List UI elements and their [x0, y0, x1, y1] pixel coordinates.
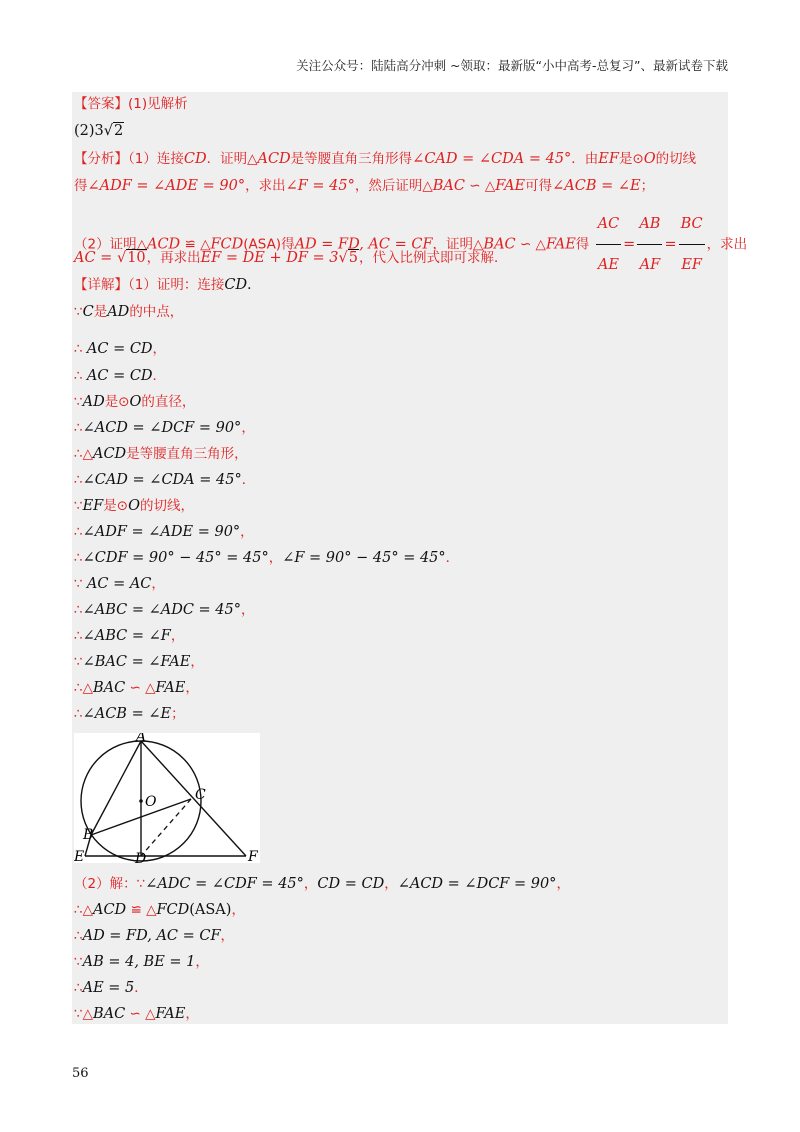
- analysis-line-4: AC = √10，再求出EF = DE + DF = 3√5，代入比例式即可求解．: [74, 250, 508, 266]
- analysis-label: 【分析】: [74, 151, 128, 167]
- answer-label: 【答案】: [74, 96, 128, 112]
- circle-tangent-diagram: [74, 733, 260, 863]
- label-o: O: [145, 794, 157, 810]
- analysis-line-2: 得∠ADF = ∠ADE = 90°，求出∠F = 45°，然后证明△BAC ∽ △FAE可得∠ACB = ∠E；: [74, 178, 655, 194]
- page-header: 关注公众号：陆陆高分冲刺 ~领取：最新版“小中高考-总复习”、最新试卷下载: [296, 58, 728, 73]
- detail-line-18: （2）解：∵∠ADC = ∠CDF = 45°，CD = CD，∠ACD = ∠DCF = 90°，: [74, 876, 570, 892]
- detail-line-16: ∴△BAC ∽ △FAE，: [74, 680, 199, 696]
- segment-ab: [91, 741, 141, 835]
- detail-line-5: ∵AD是⊙O的直径，: [74, 394, 196, 410]
- detail-line-13: ∴∠ABC = ∠ADC = 45°，: [74, 602, 255, 618]
- label-f: F: [248, 849, 258, 863]
- detail-line-9: ∵EF是⊙O的切线，: [74, 498, 194, 514]
- fraction-bc-ef: $\frac{BC}{EF}$: [679, 204, 705, 285]
- solution-content: [72, 92, 748, 1024]
- detail-line-17: ∴∠ACB = ∠E；: [74, 706, 185, 722]
- detail-line-14: ∴∠ABC = ∠F，: [74, 628, 185, 644]
- answer-line: 【答案】(1)见解析: [74, 96, 188, 112]
- detail-line-8: ∴∠CAD = ∠CDA = 45°．: [74, 472, 256, 488]
- detail-line-12: ∵ AC = AC，: [74, 576, 165, 592]
- detail-line-23: ∵△BAC ∽ △FAE，: [74, 1006, 199, 1022]
- label-b: B: [83, 827, 94, 843]
- detail-line-15: ∵∠BAC = ∠FAE，: [74, 654, 204, 670]
- answer-part2: (2)3√2: [74, 123, 124, 139]
- fraction-ab-af: $\frac{AB}{AF}$: [637, 204, 662, 285]
- detail-line-20: ∴AD = FD, AC = CF，: [74, 928, 235, 944]
- page-number: 56: [72, 1066, 89, 1081]
- detail-line-10: ∴∠ADF = ∠ADE = 90°，: [74, 524, 254, 540]
- detail-line-6: ∴∠ACD = ∠DCF = 90°，: [74, 420, 255, 436]
- label-d: D: [135, 851, 147, 863]
- detail-line-22: ∴AE = 5．: [74, 980, 148, 996]
- detail-line-3: ∴ AC = CD，: [74, 341, 167, 357]
- detail-line-2: ∵C是AD的中点，: [74, 304, 184, 320]
- detail-line-11: ∴∠CDF = 90° − 45° = 45°，∠F = 90° − 45° = 45°．: [74, 550, 460, 566]
- label-e: E: [74, 849, 85, 863]
- analysis-line-1: 【分析】（1）连接CD．证明△ACD是等腰直角三角形得∠CAD = ∠CDA = 45°．由EF是⊙O的切线: [74, 151, 697, 167]
- center-point: [139, 799, 143, 803]
- label-c: C: [195, 787, 206, 803]
- detail-line-19: ∴△ACD ≌ △FCD(ASA)，: [74, 902, 245, 918]
- analysis-line-3: （2）证明△ACD ≌ △FCD(ASA)得AD = FD, AC = CF，证明△BAC ∽ △FAE得 $\frac{AC}{AE}$ = $\frac{AB}{AF}$ = $\frac{BC}{EF}$ ，求出: [74, 204, 747, 285]
- fraction-ac-ae: $\frac{AC}{AE}$: [596, 204, 622, 285]
- detail-line-21: ∵AB = 4, BE = 1，: [74, 954, 209, 970]
- detail-line-1: 【详解】（1）证明：连接CD．: [74, 277, 262, 293]
- arc-ad: AD: [107, 304, 130, 320]
- detail-line-4: ∴ AC = CD．: [74, 368, 167, 384]
- geometry-figure: [74, 733, 260, 863]
- detail-label: 【详解】: [74, 277, 128, 293]
- detail-line-7: ∴△ACD是等腰直角三角形，: [74, 446, 248, 462]
- segment-af: [141, 741, 246, 856]
- label-a: A: [136, 733, 147, 745]
